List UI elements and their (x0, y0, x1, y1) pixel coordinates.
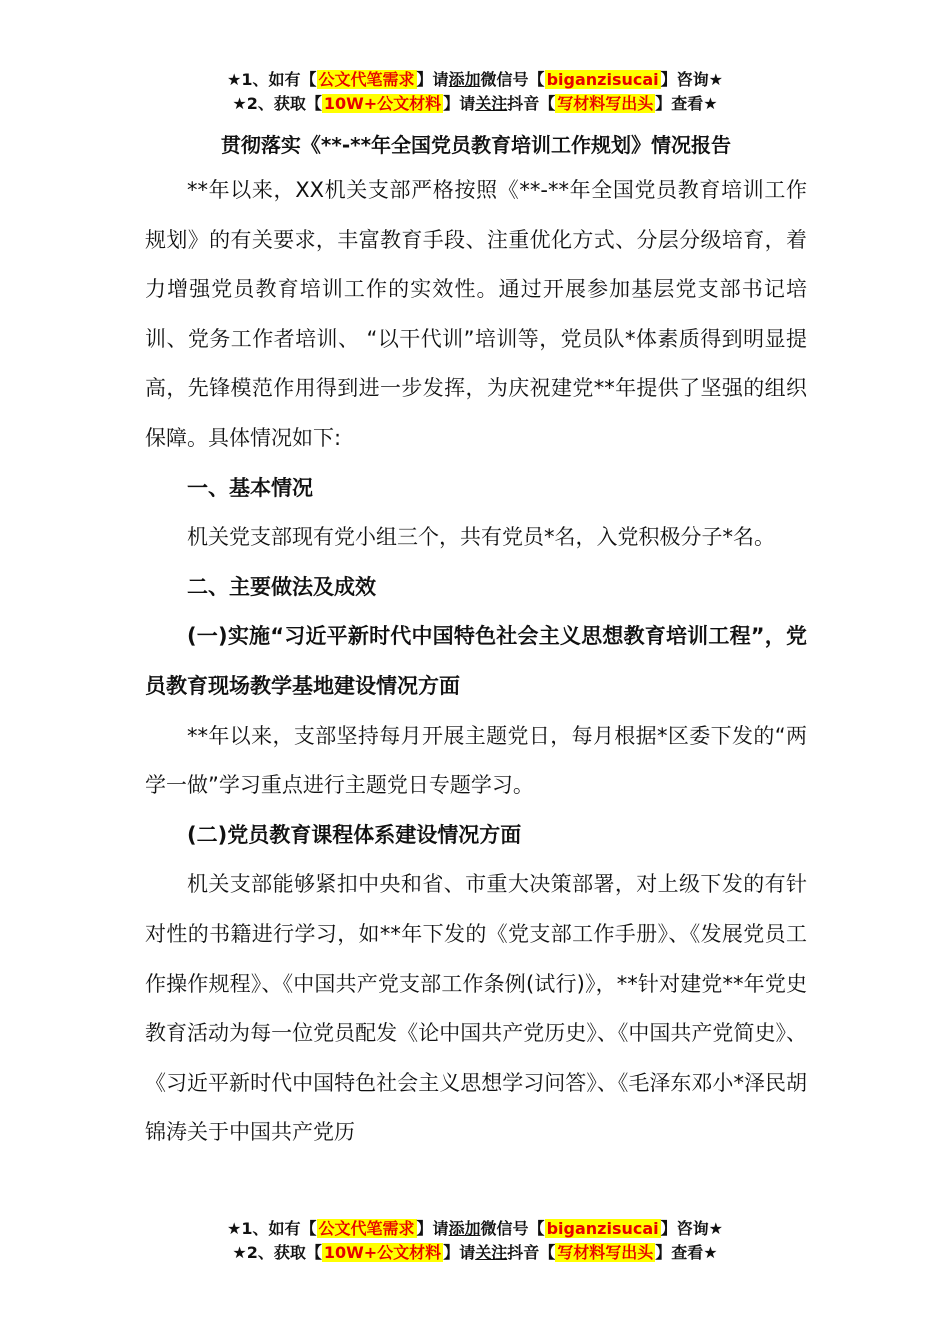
paragraph-basic-situation: 机关党支部现有党小组三个，共有党员*名，入党积极分子*名。 (187, 525, 775, 550)
paragraph-intro: **年以来，XX机关支部严格按照《**-**年全国党员教育培训工作规划》的有关要求，丰富教育手段、注重优化方式、分层分级培育，着力增强党员教育培训工作的实效性。通过开展参加基层党支部书记培训、党务工作者培训、 “以干代训”培训等，党员队*体素质得到明显提高，先锋模范作用得到进一步发挥，为庆祝建党**年提供了坚强的组织保障。具体情况如下: (145, 178, 807, 450)
paragraph-subheading-1: **年以来，支部坚持每月开展主题党日，每月根据*区委下发的“两学一做”学习重点进行主题党日专题学习。 (145, 723, 807, 798)
footer-line-1 (0, 1217, 950, 1241)
heading-basic-situation: 一、基本情况 (187, 475, 313, 500)
banner-line1-suffix: 】咨询★ (660, 70, 723, 89)
footer-line1-prefix: ★1、如有【 (227, 1219, 317, 1238)
footer-line2-mid-2: 抖音【 (507, 1243, 556, 1262)
document-title: 贯彻落实《**-**年全国党员教育培训工作规划》情况报告 (220, 133, 732, 157)
footer-line-2 (0, 1241, 950, 1265)
banner-line2-mid-1: 】请 (443, 94, 476, 113)
footer-line2-underlined: 关注 (475, 1243, 508, 1262)
footer-line2-mid-1: 】请 (443, 1243, 476, 1262)
banner-line1-mid-2: 微信号【 (480, 70, 545, 89)
banner-line2-suffix: 】查看★ (655, 94, 718, 113)
footer-line1-suffix: 】咨询★ (660, 1219, 723, 1238)
footer-line1-mid-1: 】请 (416, 1219, 449, 1238)
banner-line1-underlined: 添加 (448, 70, 481, 89)
footer-line2-highlight-2: 写材料写出头 (557, 1243, 654, 1262)
footer-line1-highlight-2: biganzisucai (546, 1219, 659, 1238)
banner-line1-mid-1: 】请 (416, 70, 449, 89)
banner-line2-prefix: ★2、获取【 (232, 94, 322, 113)
banner-line-1 (0, 68, 950, 92)
subheading-1: (一)实施“习近平新时代中国特色社会主义思想教育培训工程”，党员教育现场教学基地建设情况方面 (145, 624, 807, 698)
footer-line2-suffix: 】查看★ (655, 1243, 718, 1262)
banner-line1-prefix: ★1、如有【 (227, 70, 317, 89)
banner-line2-underlined: 关注 (475, 94, 508, 113)
banner-line1-highlight-1: 公文代笔需求 (318, 70, 415, 89)
banner-line2-highlight-2: 写材料写出头 (557, 94, 654, 113)
subheading-2: (二)党员教育课程体系建设情况方面 (187, 822, 522, 847)
banner-line2-mid-2: 抖音【 (507, 94, 556, 113)
paragraph-subheading-2: 机关支部能够紧扣中央和省、市重大决策部署，对上级下发的有针对性的书籍进行学习，如**年下发的《党支部工作手册》、《发展党员工作操作规程》、《中国共产党支部工作条例(试行)》，**针对建党**年党史教育活动为每一位党员配发《论中国共产党历史》、《中国共产党简史》、《习近平新时代中国特色社会主义思想学习问答》、《毛泽东邓小*泽民胡锦涛关于中国共产党历 (145, 872, 807, 1145)
document-body (145, 128, 807, 1158)
footer-line1-mid-2: 微信号【 (480, 1219, 545, 1238)
banner-line-2 (0, 92, 950, 116)
footer-line2-highlight-1: 10W+公文材料 (323, 1243, 442, 1262)
header-banner (0, 68, 950, 116)
footer-line1-underlined: 添加 (448, 1219, 481, 1238)
banner-line2-highlight-1: 10W+公文材料 (323, 94, 442, 113)
footer-line1-highlight-1: 公文代笔需求 (318, 1219, 415, 1238)
footer-line2-prefix: ★2、获取【 (232, 1243, 322, 1262)
footer-banner (0, 1217, 950, 1265)
heading-main-practices: 二、主要做法及成效 (187, 574, 376, 599)
banner-line1-highlight-2: biganzisucai (546, 70, 659, 89)
